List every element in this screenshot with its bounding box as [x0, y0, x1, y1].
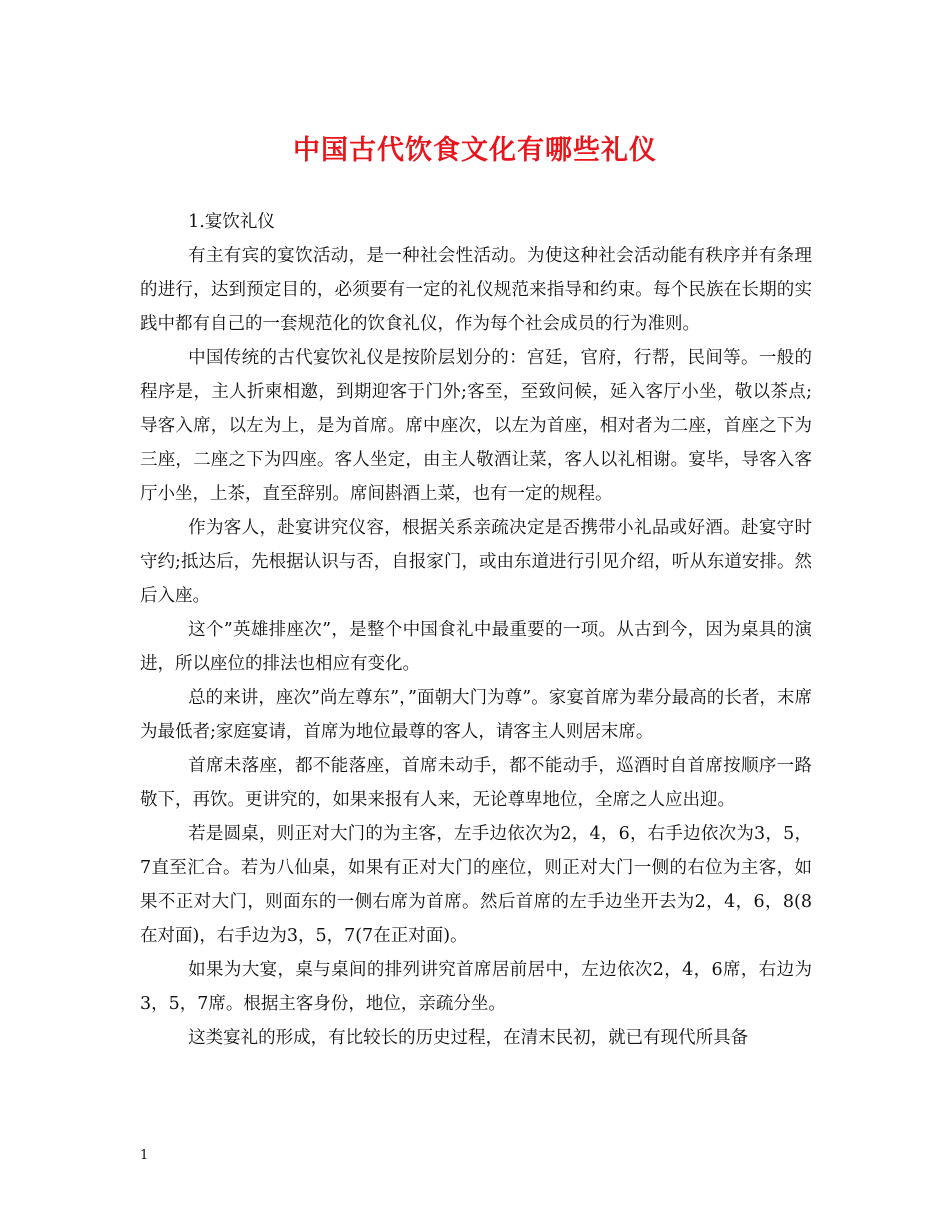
paragraph: 若是圆桌，则正对大门的为主客，左手边依次为2，4，6，右手边依次为3，5，7直至汇合。若为八仙桌，如果有正对大门的座位，则正对大门一侧的右位为主客，如果不正对大门，则面东的一侧右席为首席。然后首席的左手边坐开去为2，4，6，8(8在对面)，右手边为3，5，7(7在正对面)。 [140, 824, 812, 946]
paragraph: 如果为大宴，桌与桌间的排列讲究首席居前居中，左边依次2，4，6席，右边为3，5，7席。根据主客身份，地位，亲疏分坐。 [140, 960, 812, 1014]
document-body [140, 205, 812, 1055]
paragraph: 这个”英雄排座次”，是整个中国食礼中最重要的一项。从古到今，因为桌具的演进，所以座位的排法也相应有变化。 [140, 620, 812, 674]
paragraph: 有主有宾的宴饮活动，是一种社会性活动。为使这种社会活动能有秩序并有条理的进行，达到预定目的，必须要有一定的礼仪规范来指导和约束。每个民族在长期的实践中都有自己的一套规范化的饮食礼仪，作为每个社会成员的行为准则。 [140, 246, 812, 334]
section-heading: 1.宴饮礼仪 [188, 212, 275, 232]
document-title: 中国古代饮食文化有哪些礼仪 [293, 135, 657, 166]
paragraph: 总的来讲，座次”尚左尊东”，”面朝大门为尊”。家宴首席为辈分最高的长者，末席为最低者;家庭宴请，首席为地位最尊的客人，请客主人则居末席。 [140, 688, 812, 742]
paragraph: 这类宴礼的形成，有比较长的历史过程，在清末民初，就已有现代所具备 [188, 1028, 749, 1048]
paragraph: 作为客人，赴宴讲究仪容，根据关系亲疏决定是否携带小礼品或好酒。赴宴守时守约;抵达后，先根据认识与否，自报家门，或由东道进行引见介绍，听从东道安排。然后入座。 [140, 518, 812, 606]
paragraph: 首席未落座，都不能落座，首席未动手，都不能动手，巡酒时自首席按顺序一路敬下，再饮。更讲究的，如果来报有人来，无论尊卑地位，全席之人应出迎。 [140, 756, 812, 810]
page-number: 1 [140, 1148, 149, 1163]
paragraph: 中国传统的古代宴饮礼仪是按阶层划分的：宫廷，官府，行帮，民间等。一般的程序是，主人折柬相邀，到期迎客于门外;客至，至致问候，延入客厅小坐，敬以茶点;导客入席，以左为上，是为首席。席中座次，以左为首座，相对者为二座，首座之下为三座，二座之下为四座。客人坐定，由主人敬酒让菜，客人以礼相谢。宴毕，导客入客厅小坐，上茶，直至辞别。席间斟酒上菜，也有一定的规程。 [140, 348, 812, 504]
